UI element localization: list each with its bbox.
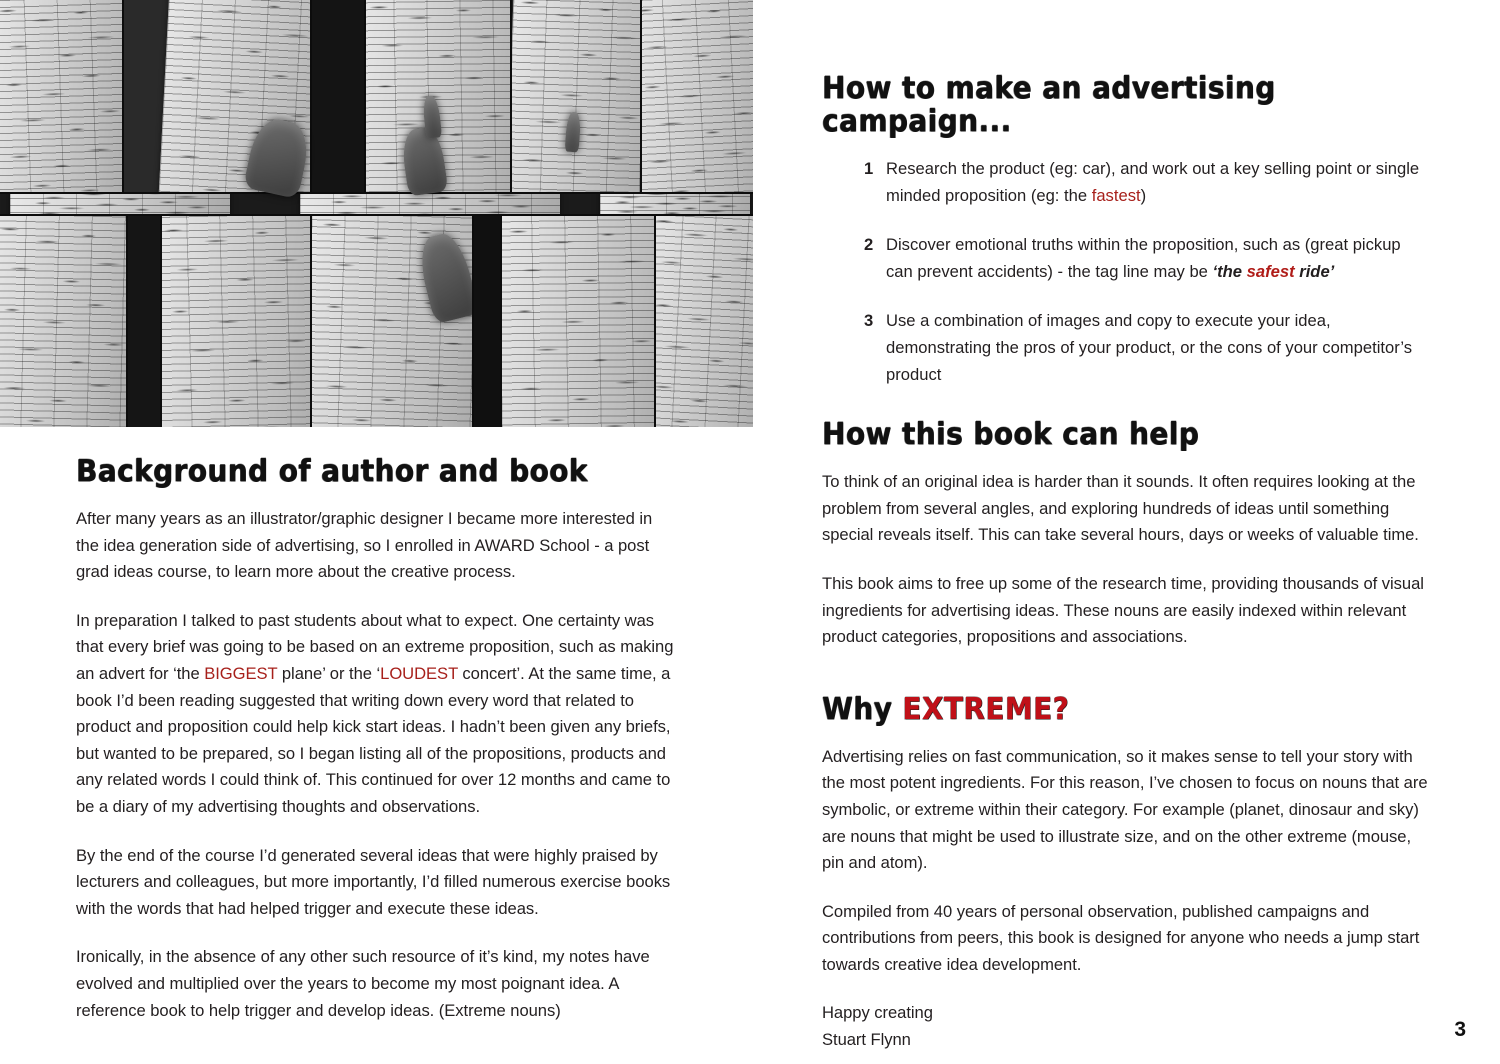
photo-tile (474, 216, 500, 427)
photo-tile (0, 216, 126, 427)
signoff (822, 1000, 1432, 1053)
para2-part1: In preparation I talked to past students about what to expect. One certainty was that every brief was going to be based on an extreme proposition, such as making an advert for ‘the (76, 610, 674, 683)
step-text-tail: ) (1140, 185, 1147, 205)
paragraph-why-2: Compiled from 40 years of personal observation, published campaigns and contributions from peers, this book is designed for anyone who needs a jump start towards creative idea development. (822, 901, 1420, 974)
para2-part2: plane’ or the ‘ (277, 663, 381, 683)
tagline-open: ‘the (1212, 261, 1247, 281)
paragraph-background-2 (76, 608, 676, 821)
photo-tile (128, 216, 160, 427)
paragraph-background-1: After many years as an illustrator/graphic designer I became more interested in the idea generation side of advertising, so I enrolled in AWARD School - a post grad ideas course, to learn more about the creative process. (76, 509, 653, 582)
right-text-column (822, 72, 1432, 1054)
photo-tile (312, 216, 472, 427)
heading-how-this-book-can-help: How this book can help (822, 417, 1200, 453)
tagline-close: ride’ (1294, 261, 1335, 281)
spacer (822, 673, 1432, 693)
paragraph-background-4: Ironically, in the absence of any other such resource of it’s kind, my notes have evolved and multiplied over the years to become my most poignant idea. A reference book to help trigger and develop ideas. (Extreme nouns) (76, 947, 650, 1020)
campaign-steps-list (822, 156, 1432, 388)
emphasis-safest: safest (1246, 261, 1295, 281)
step-text: Use a combination of images and copy to execute your idea, demonstrating the pros of your product, or the cons of your competitor’s product (886, 311, 1413, 384)
paragraph-help-1: To think of an original idea is harder than it sounds. It often requires looking at the problem from several angles, and exploring hundreds of ideas until something special reveals itself. This can take several hours, days or weeks of valuable time. (822, 472, 1419, 545)
step-text: Discover emotional truths within the proposition, such as (great pickup can prevent accidents) - the tag line may be (886, 235, 1401, 281)
step-number: 2 (864, 235, 874, 255)
step-number: 3 (864, 311, 874, 331)
heading-background-of-author: Background of author and book (76, 454, 588, 489)
photo-tile (642, 0, 753, 192)
photo-tile (502, 216, 654, 427)
heading-extreme-red: EXTREME? (902, 691, 1070, 727)
emphasis-fastest: fastest (1091, 185, 1141, 205)
step-number: 1 (864, 159, 874, 178)
step-text: Research the product (eg: car), and work out a key selling point or single minded proposition (eg: the (886, 159, 1420, 205)
photo-tile (656, 216, 753, 427)
photo-tile (0, 0, 122, 192)
paragraph-why-1: Advertising relies on fast communication, so it makes sense to tell your story with the most potent ingredients. For this reason, I’ve chosen to focus on nouns that are symbolic, or extreme within their category. For example (planet, dinosaur and sky) are nouns that might be used to illustrate size, and on the other extreme (mouse, pin and atom). (822, 746, 1428, 873)
page-number: 3 (1454, 1018, 1466, 1041)
para2-part3: concert’. At the same time, a book I’d been reading suggested that writing down every word that related to product and proposition could help kick start ideas. I hadn’t been given any briefs, but wanted to be prepared, so I began listing all of the propositions, products and any related words I could think of. This continued for over 12 months and came to be a diary of my advertising thoughts and observations. (76, 663, 671, 816)
list-item (864, 308, 1432, 388)
paragraph-background-3: By the end of the course I’d generated several ideas that were highly praised by lecturers and colleagues, but more importantly, I’d filled numerous exercise books with the words that had helped trigger and execute these ideas. (76, 845, 671, 918)
list-item (864, 156, 1432, 209)
emphasis-biggest: BIGGEST (204, 663, 278, 683)
left-text-column (76, 455, 676, 1024)
emphasis-loudest: LOUDEST (380, 663, 458, 683)
tagline-phrase (1213, 262, 1335, 281)
heading-why-extreme (822, 693, 1389, 726)
photo-tile (0, 194, 753, 214)
notebook-photo-collage (0, 0, 753, 427)
photo-tile (162, 216, 310, 427)
photo-tile (512, 0, 640, 192)
heading-why-black: Why (822, 691, 903, 727)
photo-tile (312, 0, 364, 192)
signoff-line-2: Stuart Flynn (822, 1030, 911, 1050)
heading-how-to-make-campaign: How to make an advertising campaign... (822, 71, 1276, 139)
paragraph-help-2: This book aims to free up some of the research time, providing thousands of visual ingredients for advertising ideas. These nouns are easily indexed within relevant product categories, propositions and associations. (822, 573, 1424, 647)
list-item (864, 232, 1432, 285)
signoff-line-1: Happy creating (822, 1003, 933, 1023)
